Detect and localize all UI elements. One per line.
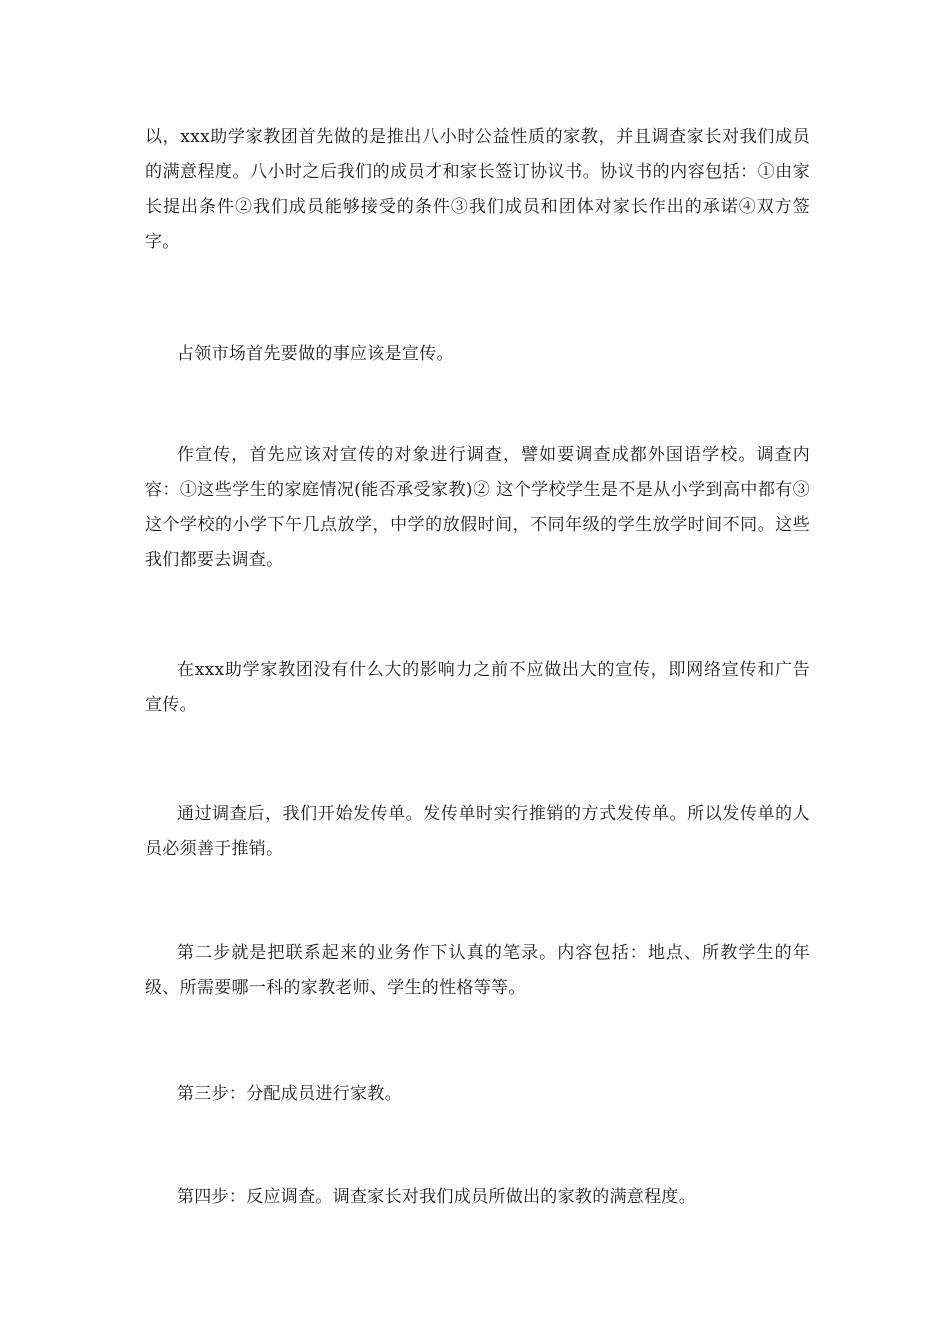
paragraph-agreement: 以，xxx助学家教团首先做的是推出八小时公益性质的家教，并且调查家长对我们成员的满意程度。八小时之后我们的成员才和家长签订协议书。协议书的内容包括：①由家长提出条件②我们成员能够接受的条件③我们成员和团体对家长作出的承诺④双方签字。 <box>145 127 810 252</box>
paragraph-market: 占领市场首先要做的事应该是宣传。 <box>177 344 454 364</box>
paragraph-step-two: 第二步就是把联系起来的业务作下认真的笔录。内容包括：地点、所教学生的年级、所需要哪一科的家教老师、学生的性格等等。 <box>145 943 810 998</box>
paragraph-step-four: 第四步：反应调查。调查家长对我们成员所做出的家教的满意程度。 <box>177 1187 696 1207</box>
paragraph-survey: 作宣传，首先应该对宣传的对象进行调查，譬如要调查成都外国语学校。调查内容：①这些学生的家庭情况(能否承受家教)② 这个学校学生是不是从小学到高中都有③这个学校的小学下午几点放学，中学的放假时间，不同年级的学生放学时间不同。这些我们都要去调查。 <box>145 445 810 570</box>
paragraph-publicity: 在xxx助学家教团没有什么大的影响力之前不应做出大的宣传，即网络宣传和广告宣传。 <box>145 660 810 715</box>
paragraph-step-three: 第三步：分配成员进行家教。 <box>177 1084 402 1104</box>
paragraph-leaflets: 通过调查后，我们开始发传单。发传单时实行推销的方式发传单。所以发传单的人员必须善于推销。 <box>145 804 810 859</box>
